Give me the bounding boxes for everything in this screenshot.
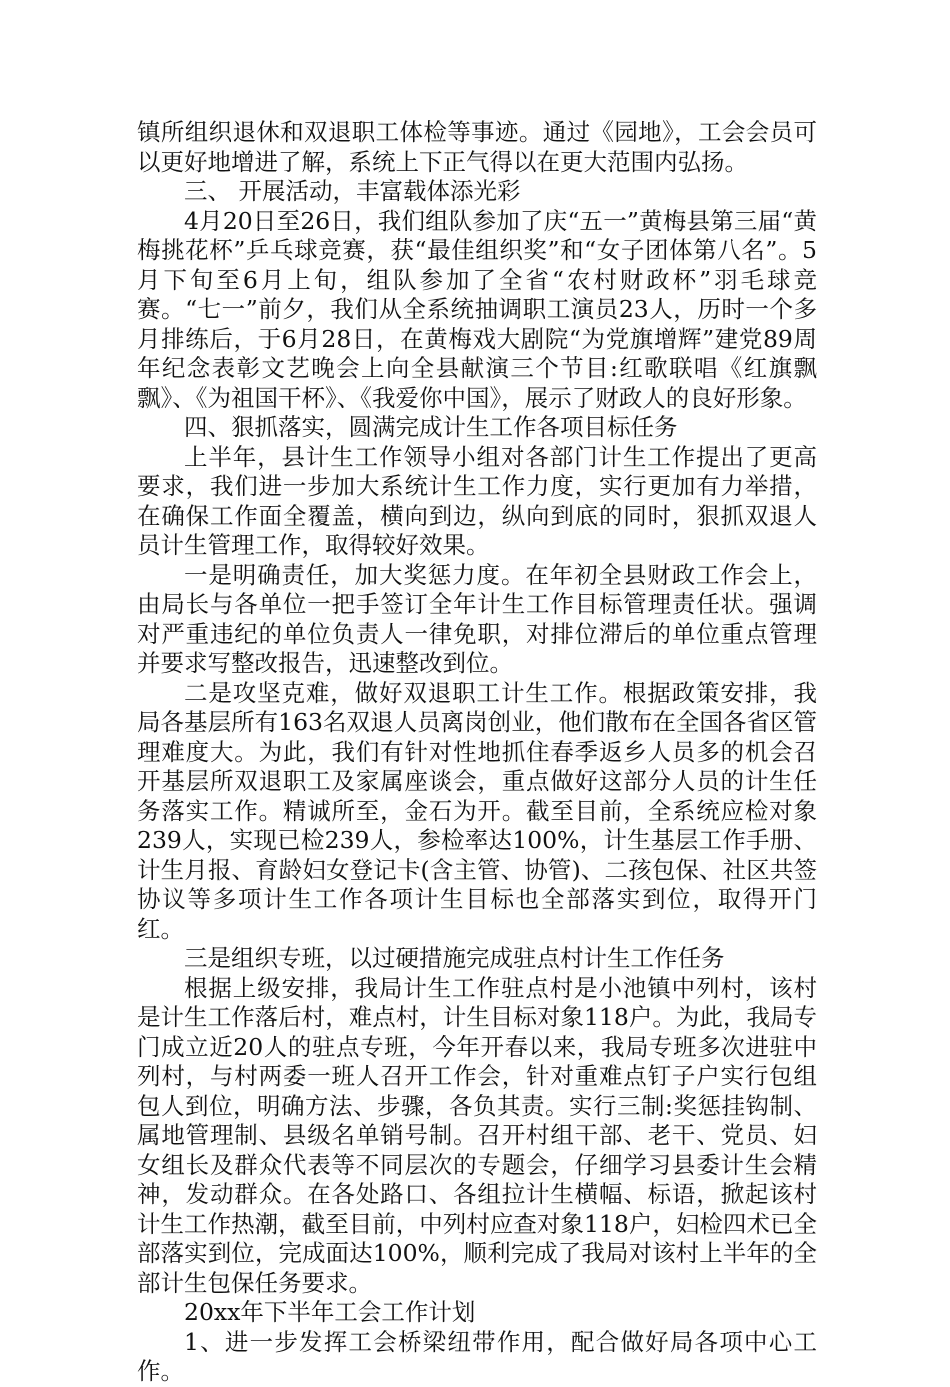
document-page (137, 118, 817, 1387)
paragraph-intro-continued: 镇所组织退休和双退职工体检等事迹。通过《园地》，工会会员可以更好地增进了解，系统上下正气得以在更大范围内弘扬。 (137, 118, 817, 176)
paragraph-activities: 4月20日至26日，我们组队参加了庆“五一”黄梅县第三届“黄梅挑花杯”乒乓球竞赛，获“最佳组织奖”和“女子团体第八名”。5月下旬至6月上旬，组队参加了全省“农村财政杯”羽毛球竞赛。“七一”前夕，我们从全系统抽调职工演员23人，历时一个多月排练后，于6月28日，在黄梅戏大剧院“为党旗增辉”建党89周年纪念表彰文艺晚会上向全县献演三个节目:红歌联唱《红旗飘飘》、《为祖国干杯》、《我爱你中国》，展示了财政人的良好形象。 (137, 206, 817, 412)
paragraph-responsibility: 一是明确责任，加大奖惩力度。在年初全县财政工作会上，由局长与各单位一把手签订全年计生工作目标管理责任状。强调对严重违纪的单位负责人一律免职，对排位滞后的单位重点管理并要求写整改报告，迅速整改到位。 (137, 560, 817, 677)
section-heading-activities: 三、 开展活动，丰富载体添光彩 (184, 177, 521, 205)
subheading-special-team: 三是组织专班，以过硬措施完成驻点村计生工作任务 (184, 944, 725, 972)
paragraph-special-team: 根据上级安排，我局计生工作驻点村是小池镇中列村，该村是计生工作落后村，难点村，计生目标对象118户。为此，我局专门成立近20人的驻点专班，今年开春以来，我局专班多次进驻中列村，与村两委一班人召开工作会，针对重难点钉子户实行包组包人到位，明确方法、步骤，各负其责。实行三制:奖惩挂钩制、属地管理制、县级名单销号制。召开村组干部、老干、党员、妇女组长及群众代表等不同层次的专题会，仔细学习县委计生会精神，发动群众。在各处路口、各组拉计生横幅、标语，掀起该村计生工作热潮，截至目前，中列村应查对象118户，妇检四术已全部落实到位，完成面达100%，顺利完成了我局对该村上半年的全部计生包保任务要求。 (137, 973, 817, 1297)
plan-title: 20xx年下半年工会工作计划 (184, 1298, 476, 1326)
paragraph-retired-workers: 二是攻坚克难，做好双退职工计生工作。根据政策安排，我局各基层所有163名双退人员离岗创业，他们散布在全国各省区管理难度大。为此，我们有针对性地抓住春季返乡人员多的机会召开基层所双退职工及家属座谈会，重点做好这部分人员的计生任务落实工作。精诚所至，金石为开。截至目前，全系统应检对象239人，实现已检239人，参检率达100%，计生基层工作手册、计生月报、育龄妇女登记卡(含主管、协管)、二孩包保、社区共签协议等多项计生工作各项计生目标也全部落实到位，取得开门红。 (137, 678, 817, 943)
section-heading-family-planning: 四、狠抓落实，圆满完成计生工作各项目标任务 (184, 413, 678, 441)
plan-item-1: 1、进一步发挥工会桥梁纽带作用，配合做好局各项中心工作。 (137, 1327, 817, 1385)
paragraph-family-planning-overview: 上半年，县计生工作领导小组对各部门计生工作提出了更高要求，我们进一步加大系统计生工作力度，实行更加有力举措，在确保工作面全覆盖，横向到边，纵向到底的同时，狠抓双退人员计生管理工作，取得较好效果。 (137, 442, 817, 559)
